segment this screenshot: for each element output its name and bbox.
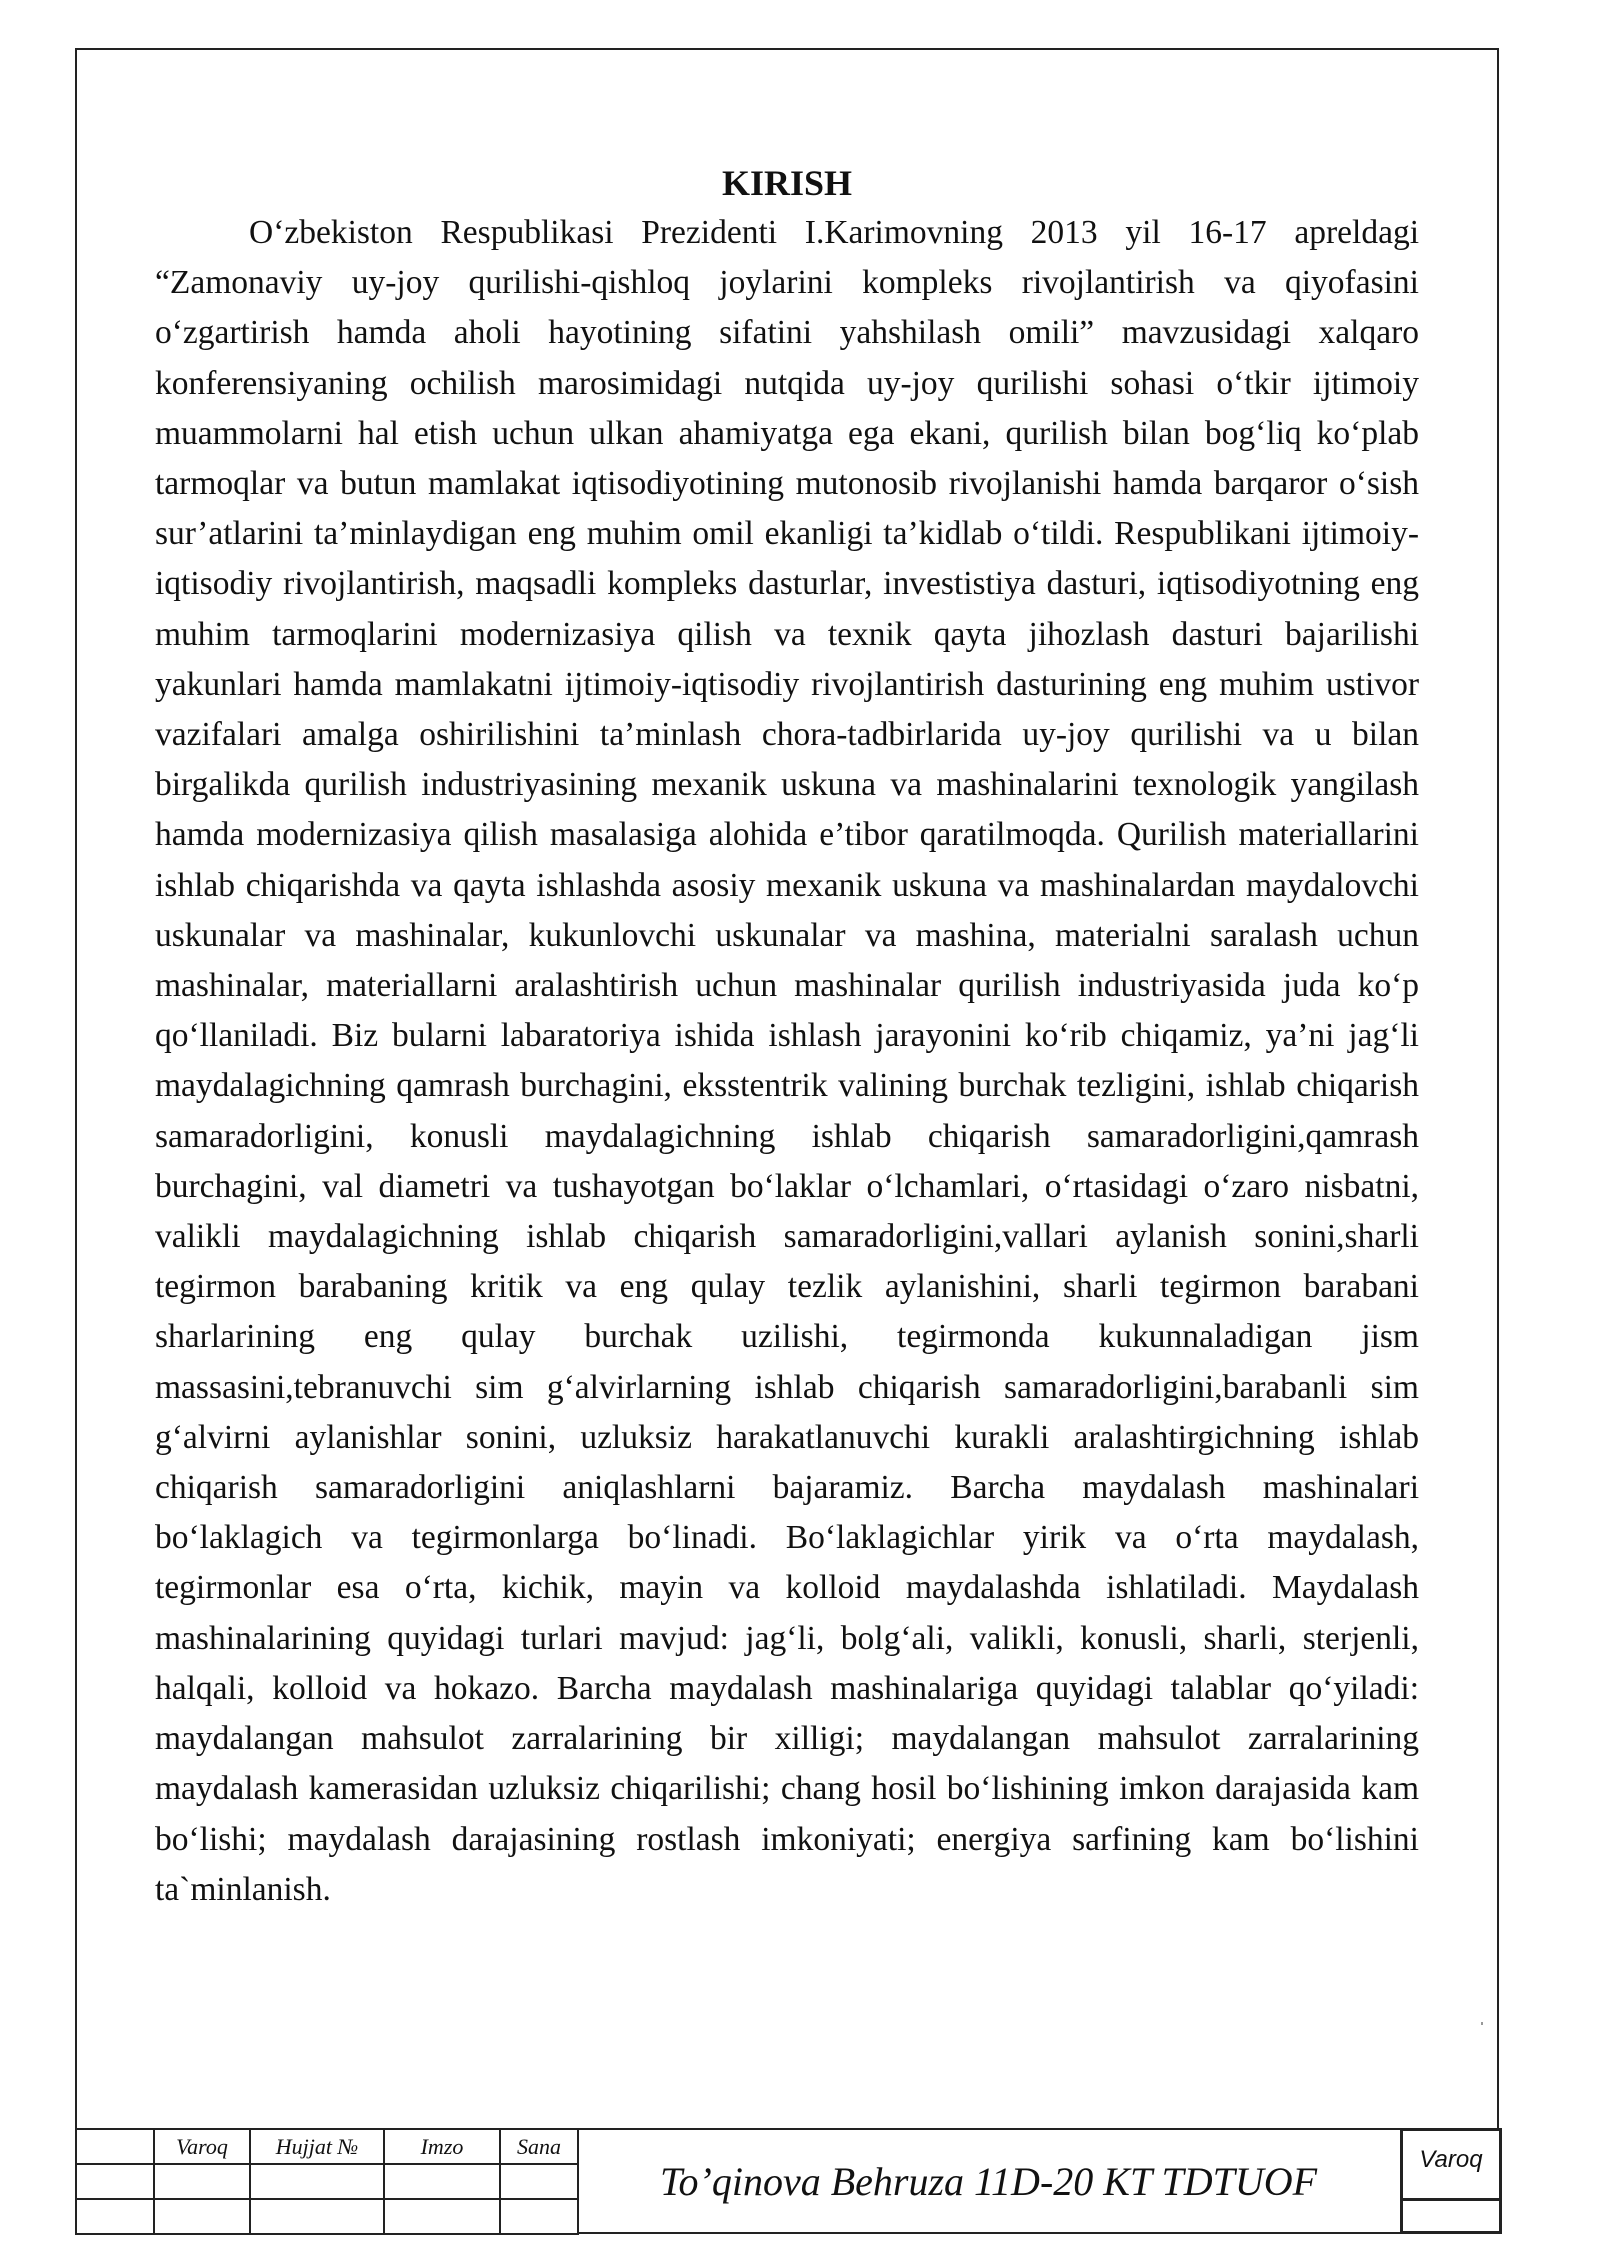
stray-mark [1481, 2022, 1483, 2025]
stamp-cell [500, 2164, 578, 2199]
stamp-cell [76, 2129, 154, 2164]
page-frame [75, 48, 1499, 2130]
stamp-cell [250, 2199, 384, 2234]
stamp-header-date: Sana [500, 2129, 578, 2164]
stamp-row [76, 2129, 578, 2164]
stamp-sheet-box [1400, 2128, 1502, 2234]
stamp-row [76, 2199, 578, 2234]
stamp-designation: To’qinova Behruza 11D-20 KT TDTUOF [577, 2128, 1402, 2234]
stamp-sheet-label: Varoq [1403, 2131, 1499, 2201]
stamp-cell [250, 2164, 384, 2199]
stamp-cell [154, 2164, 250, 2199]
stamp-header-sheet: Varoq [154, 2129, 250, 2164]
stamp-cell [76, 2164, 154, 2199]
stamp-row [76, 2164, 578, 2199]
stamp-header-signature: Imzo [384, 2129, 500, 2164]
stamp-cell [76, 2199, 154, 2234]
document-title: KIRISH [721, 163, 853, 203]
document-body: O‘zbekiston Respublikasi Prezidenti I.Karimovning 2013 yil 16-17 apreldagi “Zamonaviy uy-joy qurilishi-qishloq joylarini kompleks rivojlantirish va qiyofasini o‘zgartirish hamda aholi hayotining sifatini yahshilash omili” mavzusidagi xalqaro konferensiyaning ochilish marosimidagi nutqida uy-joy qurilishi sohasi o‘tkir ijtimoiy muammolarni hal etish uchun ulkan ahamiyatga ega ekani, qurilish bilan bog‘liq ko‘plab tarmoqlar va butun mamlakat iqtisodiyotining mutonosib rivojlanishi hamda barqaror o‘sish sur’atlarini ta’minlaydigan eng muhim omil ekanligi ta’kidlab o‘tildi. Respublikani ijtimoiy-iqtisodiy rivojlantirish, maqsadli kompleks dasturlar, investistiya dasturi, iqtisodiyotning eng muhim tarmoqlarini modernizasiya qilish va texnik qayta jihozlash dasturi bajarilishi yakunlari hamda mamlakatni ijtimoiy-iqtisodiy rivojlantirish dasturining eng muhim ustivor vazifalari amalga oshirilishini ta’minlash chora-tadbirlarida uy-joy qurilishi va u bilan birgalikda qurilish industriyasining mexanik uskuna va mashinalarini texnologik yangilash hamda modernizasiya qilish masalasiga alohida e’tibor qaratilmoqda. Qurilish materiallarini ishlab chiqarishda va qayta ishlashda asosiy mexanik uskuna va mashinalardan maydalovchi uskunalar va mashinalar, kukunlovchi uskunalar va mashina, materialni saralash uchun mashinalar, materiallarni aralashtirish uchun mashinalar qurilish industriyasida juda ko‘p qo‘llaniladi. Biz bularni labaratoriya ishida ishlash jarayonini ko‘rib chiqamiz, ya’ni jag‘li maydalagichning qamrash burchagini, eksstentrik valining burchak tezligini, ishlab chiqarish samaradorligini, konusli maydalagichning ishlab chiqarish samaradorligini,qamrash burchagini, val diametri va tushayotgan bo‘laklar o‘lchamlari, o‘rtasidagi o‘zaro nisbatni, valikli maydalagichning ishlab chiqarish samaradorligini,vallari aylanish sonini,sharli tegirmon barabaning kritik va eng qulay tezlik aylanishini, sharli tegirmon barabani sharlarining eng qulay burchak uzilishi, tegirmonda kukunnaladigan jism massasini,tebranuvchi sim g‘alvirlarning ishlab chiqarish samaradorligini,barabanli sim g‘alvirni aylanishlar sonini, uzluksiz harakatlanuvchi kurakli aralashtirgichning ishlab chiqarish samaradorligini aniqlashlarni bajaramiz. Barcha maydalash mashinalari bo‘laklagich va tegirmonlarga bo‘linadi. Bo‘laklagichlar yirik va o‘rta maydalash, tegirmonlar esa o‘rta, kichik, mayin va kolloid maydalashda ishlatiladi. Maydalash mashinalarining quyidagi turlari mavjud: jag‘li, bolg‘ali, valikli, konusli, sharli, sterjenli, halqali, kolloid va hokazo. Barcha maydalash mashinalariga quyidagi talablar qo‘yiladi: maydalangan mahsulot zarralarining bir xilligi; maydalangan mahsulot zarralarining maydalash kamerasidan uzluksiz chiqarilishi; chang hosil bo‘lishining imkon darajasida kam bo‘lishi; maydalash darajasining rostlash imkoniyati; energiya sarfining kam bo‘lishini ta`minlanish. [155, 214, 1419, 1908]
stamp-cell [500, 2199, 578, 2234]
stamp-grid [75, 2128, 579, 2235]
stamp-cell [384, 2164, 500, 2199]
stamp-cell [384, 2199, 500, 2234]
stamp-header-doc-no: Hujjat № [250, 2129, 384, 2164]
stamp-cell [154, 2199, 250, 2234]
